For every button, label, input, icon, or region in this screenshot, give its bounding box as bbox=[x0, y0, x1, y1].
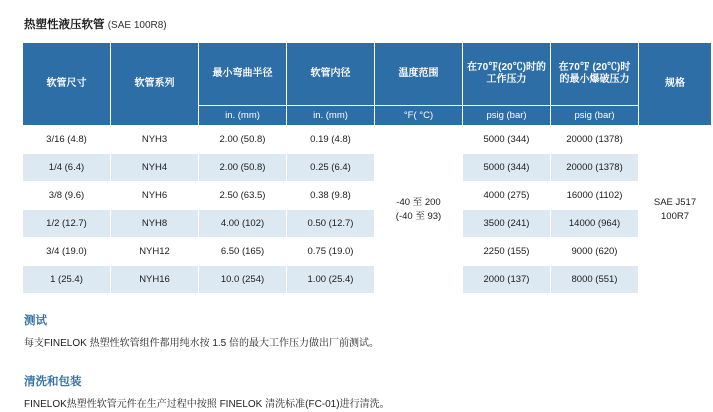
cell-working-pressure: 5000 (344) bbox=[463, 126, 551, 154]
cell-burst-pressure: 14000 (964) bbox=[551, 210, 639, 238]
cell-hose-series: NYH6 bbox=[111, 182, 199, 210]
table-row bbox=[23, 266, 712, 294]
cell-hose-series: NYH4 bbox=[111, 154, 199, 182]
cell-working-pressure: 5000 (344) bbox=[463, 154, 551, 182]
table-row bbox=[23, 154, 712, 182]
cell-hose-size: 1/4 (6.4) bbox=[23, 154, 111, 182]
cell-hose-id: 0.75 (19.0) bbox=[287, 238, 375, 266]
table-body bbox=[23, 126, 712, 294]
col-subheader-min-bend-radius: in. (mm) bbox=[199, 106, 287, 126]
table-row bbox=[23, 238, 712, 266]
cell-hose-id: 1.00 (25.4) bbox=[287, 266, 375, 294]
section-cleaning-packaging-title: 清洗和包装 bbox=[24, 376, 82, 388]
col-subheader-burst-pressure: psig (bar) bbox=[551, 106, 639, 126]
cell-burst-pressure: 8000 (551) bbox=[551, 266, 639, 294]
col-header-hose-id: 软管内径 bbox=[287, 43, 375, 106]
cell-min-bend-radius: 10.0 (254) bbox=[199, 266, 287, 294]
cell-working-pressure: 4000 (275) bbox=[463, 182, 551, 210]
cell-min-bend-radius: 4.00 (102) bbox=[199, 210, 287, 238]
table-row bbox=[23, 182, 712, 210]
cell-hose-id: 0.50 (12.7) bbox=[287, 210, 375, 238]
spec-line1: SAE J517 bbox=[653, 196, 697, 208]
cell-hose-series: NYH3 bbox=[111, 126, 199, 154]
cell-hose-size: 3/16 (4.8) bbox=[23, 126, 111, 154]
col-header-burst-pressure: 在70℉ (20℃)时的最小爆破压力 bbox=[551, 43, 639, 106]
hose-spec-table bbox=[22, 42, 712, 294]
col-subheader-temp-range: °F( °C) bbox=[375, 106, 463, 126]
cell-working-pressure: 3500 (241) bbox=[463, 210, 551, 238]
cell-spec bbox=[639, 126, 712, 294]
temp-range-line2: (-40 至 93) bbox=[395, 210, 442, 222]
cell-hose-id: 0.38 (9.8) bbox=[287, 182, 375, 210]
cell-hose-id: 0.19 (4.8) bbox=[287, 126, 375, 154]
cell-working-pressure: 2000 (137) bbox=[463, 266, 551, 294]
col-header-hose-size: 软管尺寸 bbox=[23, 43, 111, 126]
cell-min-bend-radius: 6.50 (165) bbox=[199, 238, 287, 266]
col-header-min-bend-radius: 最小弯曲半径 bbox=[199, 43, 287, 106]
page-title-standard: (SAE 100R8) bbox=[107, 20, 167, 31]
cell-hose-id: 0.25 (6.4) bbox=[287, 154, 375, 182]
col-subheader-hose-id: in. (mm) bbox=[287, 106, 375, 126]
cell-burst-pressure: 20000 (1378) bbox=[551, 154, 639, 182]
cell-hose-size: 1 (25.4) bbox=[23, 266, 111, 294]
col-header-spec: 规格 bbox=[639, 43, 712, 126]
col-header-working-pressure: 在70℉(20℃)时的工作压力 bbox=[463, 43, 551, 106]
table-row bbox=[23, 210, 712, 238]
cell-min-bend-radius: 2.00 (50.8) bbox=[199, 154, 287, 182]
page-title-main: 热塑性液压软管 bbox=[24, 19, 105, 31]
cell-working-pressure: 2250 (155) bbox=[463, 238, 551, 266]
cell-hose-series: NYH8 bbox=[111, 210, 199, 238]
section-testing-title: 测试 bbox=[24, 315, 47, 327]
section-testing-body: 每支FINELOK 热塑性软管组件都用纯水按 1.5 倍的最大工作压力做出厂前测试。 bbox=[24, 338, 380, 349]
cell-burst-pressure: 16000 (1102) bbox=[551, 182, 639, 210]
col-header-hose-series: 软管系列 bbox=[111, 43, 199, 126]
cell-min-bend-radius: 2.50 (63.5) bbox=[199, 182, 287, 210]
section-cleaning-packaging bbox=[22, 373, 691, 412]
section-cleaning-packaging-body: FINELOK热塑性软管元件在生产过程中按照 FINELOK 清洗标准(FC-01)进行清洗。 bbox=[24, 399, 390, 410]
cell-min-bend-radius: 2.00 (50.8) bbox=[199, 126, 287, 154]
table-header-row bbox=[23, 43, 712, 106]
spec-line2: 100R7 bbox=[661, 210, 689, 222]
cell-hose-size: 3/8 (9.6) bbox=[23, 182, 111, 210]
cell-hose-size: 1/2 (12.7) bbox=[23, 210, 111, 238]
cell-hose-series: NYH12 bbox=[111, 238, 199, 266]
section-testing bbox=[22, 312, 691, 351]
table-head bbox=[23, 43, 712, 126]
cell-temp-range bbox=[375, 126, 463, 294]
cell-hose-size: 3/4 (19.0) bbox=[23, 238, 111, 266]
page-title bbox=[24, 16, 691, 32]
col-header-temp-range: 温度范围 bbox=[375, 43, 463, 106]
table-row bbox=[23, 126, 712, 154]
col-subheader-working-pressure: psig (bar) bbox=[463, 106, 551, 126]
temp-range-line1: -40 至 200 bbox=[396, 196, 441, 208]
cell-burst-pressure: 20000 (1378) bbox=[551, 126, 639, 154]
cell-burst-pressure: 9000 (620) bbox=[551, 238, 639, 266]
cell-hose-series: NYH16 bbox=[111, 266, 199, 294]
